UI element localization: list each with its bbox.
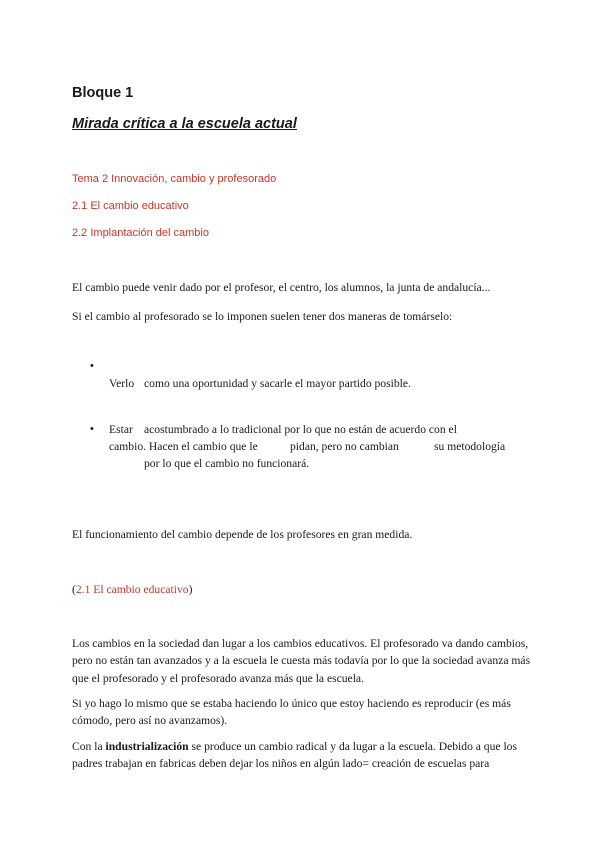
section-reference [72, 581, 192, 598]
industrializacion-before: Con la [72, 740, 106, 753]
paragraph-reproducir-text: Si yo hago lo mismo que se estaba haciendo lo único que estoy haciendo es reproducir (es más cómodo, pero así no avanzamos). [72, 697, 511, 728]
industrializacion-after: se produce un cambio radical y da lugar a la escuela. Debido a que los padres trabajan en fabricas deben dejar los niños en algún lado= creación de escuelas para [72, 740, 517, 771]
bloque-title: Bloque 1 [72, 85, 134, 101]
paragraph-cambios-sociedad [72, 635, 542, 687]
bullet-marker: • [90, 360, 94, 372]
bullet-1-word: Verlo [109, 377, 135, 390]
section-ref-open: ( [72, 583, 76, 596]
bullet-2-line3: por lo que el cambio no funcionará. [144, 457, 310, 470]
paragraph-cambio-origen: El cambio puede venir dado por el profesor, el centro, los alumnos, la junta de andalucía... [72, 281, 491, 294]
section-ref-link[interactable]: 2.1 El cambio educativo [75, 583, 189, 596]
section-ref-close: ) [188, 583, 193, 596]
document-subtitle: Mirada crítica a la escuela actual [72, 116, 297, 132]
bullet-2-line2c: su metodología [434, 440, 506, 453]
industrializacion-keyword: industrialización [105, 740, 189, 753]
paragraph-funcionamiento: El funcionamiento del cambio depende de los profesores en gran medida. [72, 528, 413, 541]
paragraph-dos-maneras: Si el cambio al profesorado se lo imponen suelen tener dos maneras de tomárselo: [72, 310, 453, 323]
toc-item-2-2: 2.2 Implantación del cambio [72, 227, 209, 239]
paragraph-industrializacion-text [72, 738, 542, 773]
bullet-2-line1: acostumbrado a lo tradicional por lo que no están de acuerdo con el [144, 423, 457, 436]
bullet-marker: • [90, 423, 94, 435]
bullet-2-line2b: pidan, pero no cambian [290, 440, 399, 453]
toc-item-2-1: 2.1 El cambio educativo [72, 200, 189, 212]
paragraph-industrializacion [72, 738, 542, 773]
paragraph-cambios-sociedad-text: Los cambios en la sociedad dan lugar a los cambios educativos. El profesorado va dando cambios, pero no están tan avanzados y a la escuela le cuesta más todavía por lo que la sociedad avanza más que el profesorado y el profesorado avanza más que la escuela. [72, 637, 531, 685]
toc-item-tema-2: Tema 2 Innovación, cambio y profesorado [72, 173, 277, 185]
bullet-1-text: como una oportunidad y sacarle el mayor partido posible. [144, 377, 411, 390]
paragraph-reproducir [72, 695, 542, 730]
bullet-2-line2a: cambio. Hacen el cambio que le [109, 440, 258, 453]
bullet-2-word: Estar [109, 423, 133, 436]
